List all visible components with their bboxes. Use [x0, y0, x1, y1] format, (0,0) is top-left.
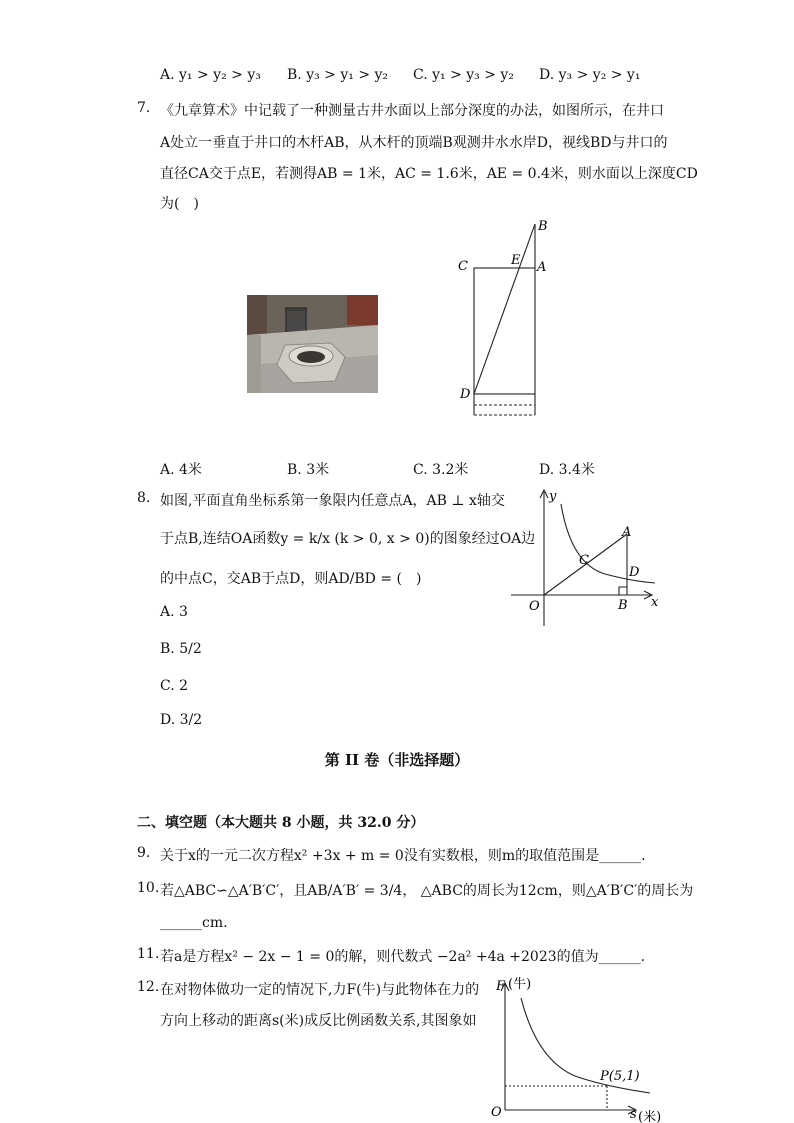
label-c: C — [579, 553, 589, 568]
q8-text-line1: 如图,平面直角坐标系第一象限内任意点A，AB ⊥ x轴交 — [160, 493, 505, 509]
q8-text-line2: 于点B,连结OA函数y = k/x (k > 0, x > 0)的图象经过OA边 — [160, 531, 536, 547]
q12-number: 12. — [137, 979, 160, 995]
label-y: y — [549, 489, 557, 504]
label-o: O — [529, 599, 540, 614]
q10-number: 10. — [137, 880, 160, 896]
q10-text-line2: ______cm. — [160, 915, 228, 931]
label-o: O — [491, 1105, 502, 1120]
q12-text-line2: 方向上移动的距离s(米)成反比例函数关系,其图象如 — [160, 1013, 477, 1029]
label-x: x — [651, 595, 659, 610]
q6-option-b: B. y₃ > y₁ > y₂ — [287, 67, 389, 83]
q7-well-diagram — [445, 215, 565, 425]
fill-blank-header: 二、填空题（本大题共 8 小题，共 32.0 分） — [137, 815, 425, 831]
q8-coordinate-figure — [505, 486, 665, 634]
q8-text-line3: 的中点C，交AB于点D，则AD/BD = ( ) — [160, 571, 422, 587]
q7-text-line4: 为( ) — [160, 196, 199, 212]
label-c: C — [458, 259, 468, 274]
label-s: s — [630, 1107, 637, 1122]
label-b: B — [538, 219, 548, 234]
q8-option-b: B. 5/2 — [160, 641, 202, 657]
q6-option-c: C. y₁ > y₃ > y₂ — [413, 67, 514, 83]
q7-number: 7. — [137, 100, 151, 116]
label-d: D — [460, 387, 471, 402]
q10-text-line1: 若△ABC∽△A′B′C′，且AB/A′B′ = 3/4， △ABC的周长为12cm，则△A′B′C′的周长为 — [160, 883, 694, 899]
label-f-unit: (牛) — [508, 977, 532, 992]
sight-line-bd — [474, 224, 535, 394]
q8-option-c: C. 2 — [160, 678, 189, 694]
well-photo — [247, 295, 378, 393]
q6-option-a: A. y₁ > y₂ > y₃ — [160, 67, 261, 83]
q7-option-d: D. 3.4米 — [539, 462, 595, 478]
section-title: 第 II 卷（非选择题） — [324, 751, 470, 769]
well-outline — [474, 268, 535, 394]
q11-number: 11. — [137, 946, 160, 962]
label-f: F — [496, 979, 506, 994]
label-d: D — [629, 565, 640, 580]
q9-number: 9. — [137, 845, 151, 861]
q7-text-line2: A处立一垂直于井口的木杆AB，从木杆的顶端B观测井水水岸D，视线BD与井口的 — [160, 135, 668, 151]
q8-option-a: A. 3 — [160, 604, 188, 620]
label-e: E — [511, 253, 521, 268]
label-p: P(5,1) — [600, 1069, 640, 1084]
q8-number: 8. — [137, 490, 151, 506]
q7-option-b: B. 3米 — [287, 462, 330, 478]
q9-text: 关于x的一元二次方程x² +3x + m = 0没有实数根，则m的取值范围是______. — [160, 848, 646, 864]
hyperbola-curve — [561, 504, 655, 583]
q12-inverse-graph — [485, 972, 665, 1123]
label-s-unit: (米) — [638, 1110, 662, 1123]
q12-text-line1: 在对物体做功一定的情况下,力F(牛)与此物体在力的 — [160, 982, 480, 998]
q7-option-c: C. 3.2米 — [413, 462, 469, 478]
label-a: A — [622, 525, 632, 540]
q8-option-d: D. 3/2 — [160, 712, 203, 728]
right-angle-mark — [619, 587, 627, 595]
q7-text-line1: 《九章算术》中记载了一种测量古井水面以上部分深度的办法，如图所示，在井口 — [160, 103, 664, 119]
q7-text-line3: 直径CA交于点E，若测得AB = 1米，AC = 1.6米，AE = 0.4米，则水面以上深度CD — [160, 166, 698, 182]
label-b: B — [618, 598, 628, 613]
q7-option-a: A. 4米 — [160, 462, 202, 478]
label-a: A — [537, 260, 547, 275]
q6-option-d: D. y₃ > y₂ > y₁ — [539, 67, 641, 83]
q11-text: 若a是方程x² − 2x − 1 = 0的解，则代数式 −2a² +4a +2023的值为______. — [160, 949, 646, 965]
